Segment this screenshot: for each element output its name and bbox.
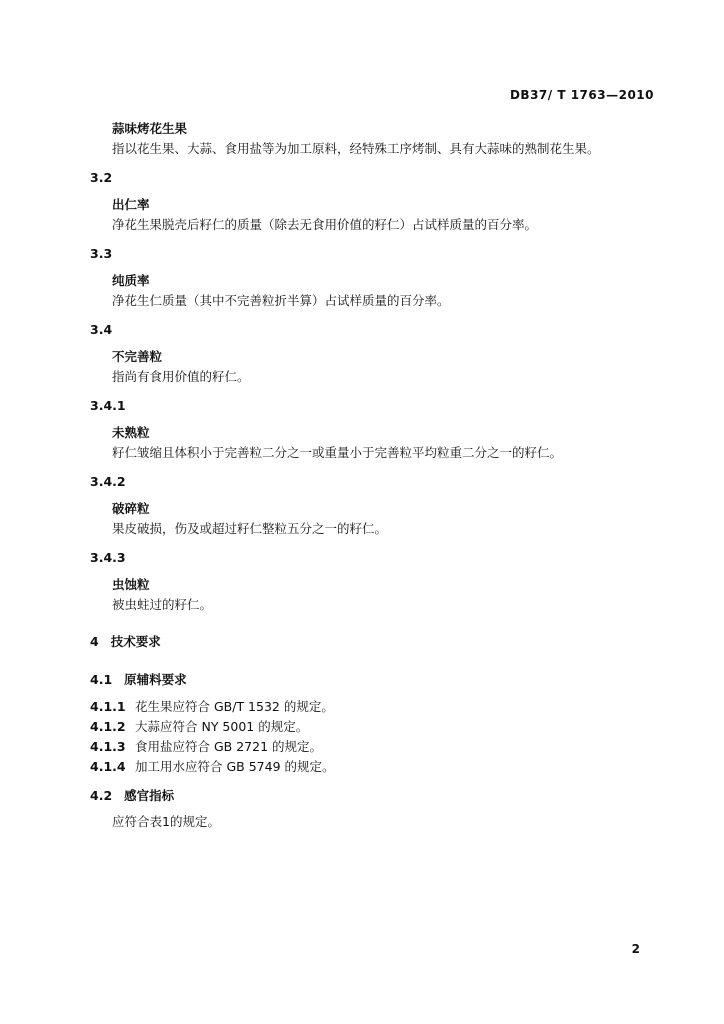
section-number: 4 <box>90 634 99 649</box>
section-title: 技术要求 <box>110 634 161 649</box>
term-number: 3.3 <box>90 246 113 261</box>
term-number: 3.4.2 <box>90 474 126 489</box>
term-definition: 净花生仁质量（其中不完善粒折半算）占试样质量的百分率。 <box>112 293 450 308</box>
requirement-text: 加工用水应符合 GB 5749 的规定。 <box>135 759 335 774</box>
requirement-text: 大蒜应符合 NY 5001 的规定。 <box>135 719 309 734</box>
term-title: 虫蚀粒 <box>112 577 150 592</box>
term-title: 出仁率 <box>112 197 150 212</box>
term-definition: 被虫蛀过的籽仁。 <box>112 597 213 612</box>
requirement-line <box>90 717 308 735</box>
section-number: 4.1 <box>90 672 113 687</box>
requirement-line <box>90 697 334 715</box>
section-body-text: 应符合表1的规定。 <box>112 814 220 829</box>
subsection-heading <box>90 670 187 688</box>
term-title: 不完善粒 <box>112 349 163 364</box>
term-definition: 指以花生果、大蒜、食用盐等为加工原料，经特殊工序烤制、具有大蒜味的熟制花生果。 <box>112 141 600 156</box>
requirement-number: 4.1.2 <box>90 719 126 734</box>
requirement-text: 花生果应符合 GB/T 1532 的规定。 <box>135 699 334 714</box>
requirement-number: 4.1.4 <box>90 759 126 774</box>
requirement-number: 4.1.3 <box>90 739 126 754</box>
term-number: 3.2 <box>90 170 113 185</box>
term-definition: 果皮破损，伤及或超过籽仁整粒五分之一的籽仁。 <box>112 521 388 536</box>
requirement-number: 4.1.1 <box>90 699 126 714</box>
page-number: 2 <box>631 942 640 956</box>
term-number: 3.4 <box>90 322 113 337</box>
requirement-text: 食用盐应符合 GB 2721 的规定。 <box>135 739 322 754</box>
term-title: 蒜味烤花生果 <box>112 121 188 136</box>
term-definition: 籽仁皱缩且体积小于完善粒二分之一或重量小于完善粒平均粒重二分之一的籽仁。 <box>112 445 563 460</box>
section-title: 感官指标 <box>124 788 175 803</box>
requirement-line <box>90 757 335 775</box>
subsection-heading <box>90 786 174 804</box>
term-number: 3.4.3 <box>90 550 126 565</box>
section-title: 原辅料要求 <box>124 672 187 687</box>
term-definition: 净花生果脱壳后籽仁的质量（除去无食用价值的籽仁）占试样质量的百分率。 <box>112 217 538 232</box>
term-definition: 指尚有食用价值的籽仁。 <box>112 369 250 384</box>
standard-code: DB37/ T 1763—2010 <box>509 88 654 102</box>
requirement-line <box>90 737 322 755</box>
term-number: 3.4.1 <box>90 398 126 413</box>
term-title: 未熟粒 <box>112 425 150 440</box>
section-heading <box>90 632 161 650</box>
term-title: 破碎粒 <box>112 501 150 516</box>
section-number: 4.2 <box>90 788 113 803</box>
term-title: 纯质率 <box>112 273 150 288</box>
